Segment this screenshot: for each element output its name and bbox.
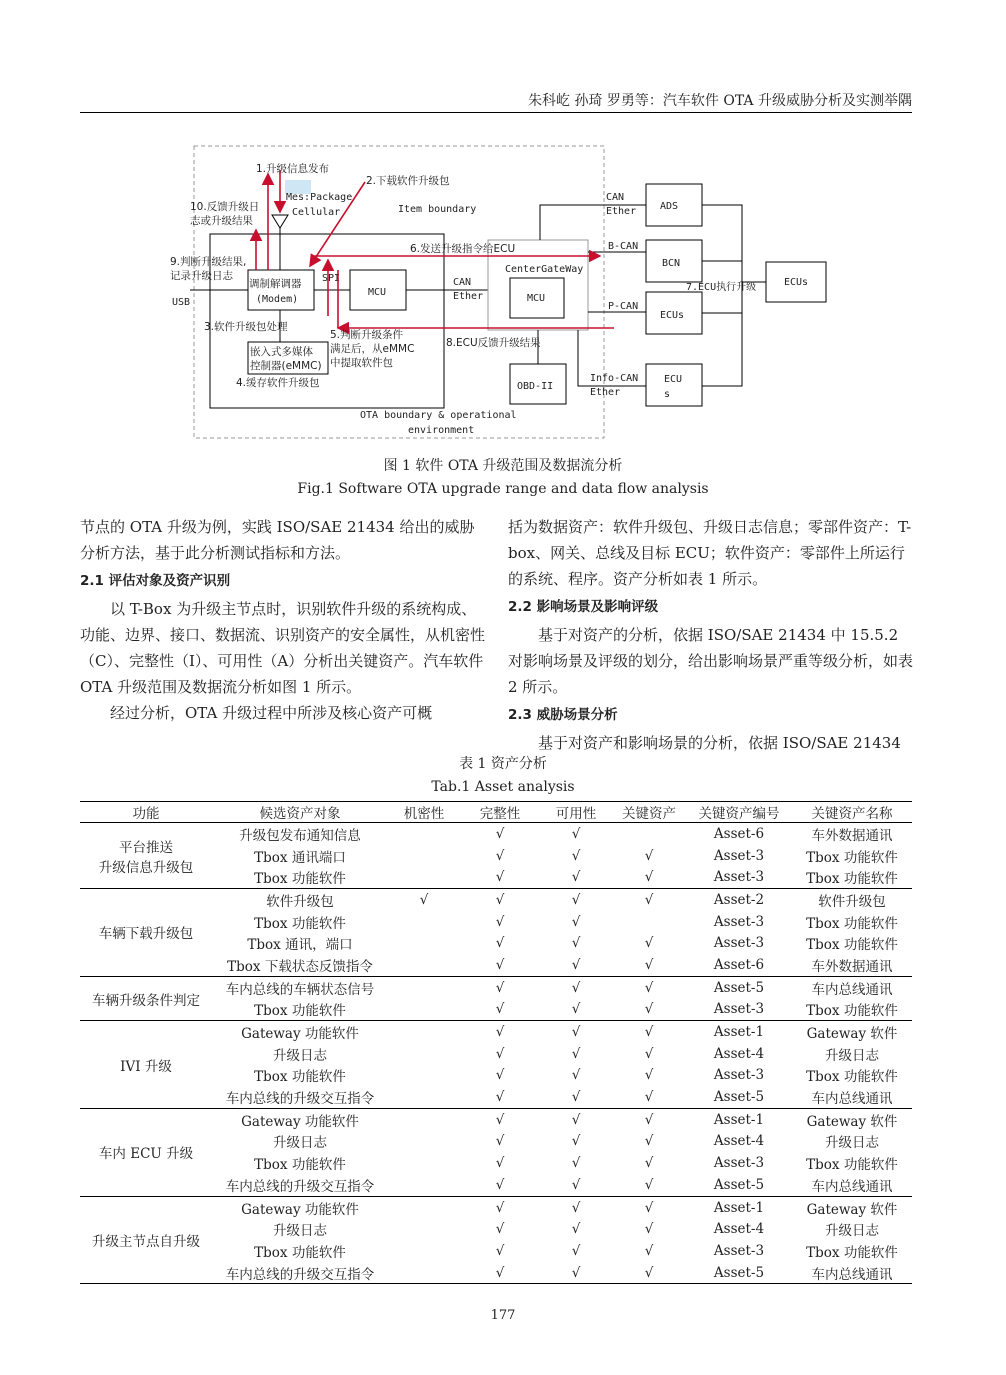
svg-text:environment: environment <box>408 425 475 436</box>
table-cell: √ <box>540 1262 612 1284</box>
table-cell <box>388 845 460 867</box>
svg-text:ECU: ECU <box>664 374 683 385</box>
table-cell: Asset-1 <box>713 1111 765 1128</box>
table-cell: √ <box>644 1242 654 1259</box>
table-cell <box>612 823 686 845</box>
figure-caption-en: Fig.1 Software OTA upgrade range and data flow analysis <box>297 481 709 497</box>
table-cell: √ <box>644 891 654 908</box>
svg-text:OBD-II: OBD-II <box>517 381 554 392</box>
table-cell: Tbox 功能软件 <box>212 866 388 888</box>
column-header: 完整性 <box>460 802 540 823</box>
function-cell: 平台推送 升级信息升级包 <box>80 823 212 889</box>
table-cell <box>388 1152 460 1174</box>
table-cell: Tbox 功能软件 <box>806 1069 898 1086</box>
asset-table <box>80 801 912 1284</box>
table-cell: √ <box>460 1262 540 1284</box>
table-cell: √ <box>571 1045 581 1062</box>
table-cell: 软件升级包 <box>818 893 886 910</box>
table-cell: Asset-4 <box>713 1133 765 1150</box>
column-header: 关键资产编号 <box>686 802 792 823</box>
table-cell: √ <box>495 847 505 864</box>
table-cell: 车内总线的车辆状态信号 <box>225 981 375 998</box>
table-caption-cn: 表 1 资产分析 <box>459 756 547 772</box>
table-cell: Asset-3 <box>713 847 765 864</box>
table-cell: √ <box>612 999 686 1021</box>
running-title: 朱科屹 孙琦 罗勇等：汽车软件 OTA 升级威胁分析及实测举隅 <box>528 93 912 109</box>
table-cell: Asset-5 <box>686 1262 792 1284</box>
function-cell: 车内 ECU 升级 <box>80 1108 212 1196</box>
right-para-3: 基于对资产和影响场景的分析，依据 ISO/SAE 21434 <box>538 734 901 752</box>
svg-text:5.判断升级条件: 5.判断升级条件 <box>330 329 404 341</box>
table-cell: Asset-4 <box>713 1221 765 1238</box>
table-cell: √ <box>460 1174 540 1196</box>
table-cell: √ <box>460 999 540 1021</box>
column-header: 候选资产对象 <box>212 802 388 823</box>
left-para-1: 节点的 OTA 升级为例，实践 ISO/SAE 21434 给出的威胁分析方法，基于此分析测试指标和方法。 <box>80 518 475 562</box>
table-cell: √ <box>571 891 581 908</box>
table-cell: 车内总线的升级交互指令 <box>212 1174 388 1196</box>
table-cell: 软件升级包 <box>266 893 334 910</box>
table-cell: Asset-3 <box>686 866 792 888</box>
column-header: 关键资产 <box>612 802 686 823</box>
table-cell: √ <box>460 1086 540 1108</box>
table-cell: 升级日志 <box>273 1135 327 1152</box>
table-cell: √ <box>495 891 505 908</box>
svg-text:MCU: MCU <box>527 293 546 304</box>
table-cell <box>388 932 460 954</box>
table-cell: 升级包发布通知信息 <box>239 827 361 844</box>
right-para-1: 括为数据资产：软件升级包、升级日志信息；零部件资产：T-box、网关、总线及目标 ECU；软件资产：零部件上所运行的系统、程序。资产分析如表 1 所示。 <box>508 518 912 588</box>
svg-text:Ether: Ether <box>590 387 621 398</box>
antenna-icon <box>272 215 288 278</box>
column-header: 关键资产名称 <box>792 802 912 823</box>
svg-text:USB: USB <box>172 297 191 308</box>
table-cell: Asset-6 <box>713 825 765 842</box>
table-cell: √ <box>540 1174 612 1196</box>
svg-text:1.升级信息发布: 1.升级信息发布 <box>256 163 330 175</box>
table-cell: √ <box>495 1133 505 1150</box>
table-cell: Tbox 功能软件 <box>806 937 898 954</box>
svg-text:BCN: BCN <box>662 258 681 269</box>
table-cell: 升级日志 <box>273 1223 327 1240</box>
table-caption-en: Tab.1 Asset analysis <box>431 779 575 795</box>
table-cell: √ <box>571 847 581 864</box>
table-cell: √ <box>571 979 581 996</box>
table-cell: Tbox 功能软件 <box>254 1157 346 1174</box>
table-cell: √ <box>540 999 612 1021</box>
table-cell: √ <box>495 825 505 842</box>
table-cell: Gateway 功能软件 <box>241 1201 359 1218</box>
table-cell <box>388 1131 460 1153</box>
function-cell: 车辆升级条件判定 <box>80 976 212 1020</box>
svg-text:记录升级日志: 记录升级日志 <box>170 270 233 282</box>
table-cell <box>388 976 460 998</box>
column-header: 可用性 <box>540 802 612 823</box>
table-cell: 车外数据通讯 <box>811 827 893 844</box>
table-cell: Tbox 功能软件 <box>806 1244 898 1261</box>
svg-text:9.判断升级结果,: 9.判断升级结果, <box>170 256 247 268</box>
svg-text:P-CAN: P-CAN <box>608 301 639 312</box>
table-cell: Tbox 功能软件 <box>806 1157 898 1174</box>
svg-text:CAN: CAN <box>453 277 472 288</box>
svg-text:(Modem): (Modem) <box>256 294 299 305</box>
table-cell: √ <box>612 866 686 888</box>
table-cell: 升级日志 <box>273 1047 327 1064</box>
svg-text:MCU: MCU <box>368 287 387 298</box>
table-cell <box>388 1065 460 1087</box>
table-cell: Asset-3 <box>713 1155 765 1172</box>
table-cell: 车外数据通讯 <box>792 954 912 976</box>
table-cell: √ <box>495 1045 505 1062</box>
table-cell: √ <box>571 1133 581 1150</box>
table-cell: √ <box>644 1133 654 1150</box>
table-cell <box>612 911 686 933</box>
table-cell <box>388 823 460 845</box>
svg-text:Ether: Ether <box>453 291 484 302</box>
table-cell: √ <box>495 913 505 930</box>
running-header <box>80 90 912 113</box>
table-cell <box>388 1086 460 1108</box>
function-cell: 车辆下载升级包 <box>80 889 212 977</box>
table-cell: √ <box>612 1262 686 1284</box>
table-cell: 车内总线通讯 <box>792 1086 912 1108</box>
table-cell <box>388 1240 460 1262</box>
table-cell: √ <box>571 1155 581 1172</box>
svg-text:CAN: CAN <box>606 192 625 203</box>
svg-text:4.缓存软件升级包: 4.缓存软件升级包 <box>236 377 320 389</box>
table-cell <box>388 999 460 1021</box>
svg-text:中提取软件包: 中提取软件包 <box>330 357 393 369</box>
table-cell: √ <box>495 1111 505 1128</box>
table-cell: √ <box>644 935 654 952</box>
right-column <box>508 514 914 756</box>
table-cell: Tbox 功能软件 <box>792 866 912 888</box>
svg-text:控制器(eMMC): 控制器(eMMC) <box>250 360 322 372</box>
table-row <box>80 1021 912 1043</box>
table-cell: 车内总线通讯 <box>792 1262 912 1284</box>
table-cell: Asset-3 <box>713 1067 765 1084</box>
table-cell: Asset-3 <box>713 1242 765 1259</box>
table-cell: Tbox 功能软件 <box>254 915 346 932</box>
column-header: 机密性 <box>388 802 460 823</box>
figure-caption-cn: 图 1 软件 OTA 升级范围及数据流分析 <box>383 458 623 474</box>
table-cell <box>388 954 460 976</box>
table-cell: Asset-3 <box>686 999 792 1021</box>
table-cell: Asset-2 <box>713 891 765 908</box>
svg-text:Ether: Ether <box>606 206 637 217</box>
section-2-1-heading: 2.1 评估对象及资产识别 <box>80 573 231 589</box>
table-cell: √ <box>644 847 654 864</box>
table-cell: √ <box>540 1086 612 1108</box>
table-cell: Tbox 功能软件 <box>792 999 912 1021</box>
table-cell: 升级日志 <box>825 1047 879 1064</box>
table-cell: √ <box>460 954 540 976</box>
table-cell: √ <box>644 1155 654 1172</box>
svg-text:SPI: SPI <box>322 273 341 284</box>
right-para-2: 基于对资产的分析，依据 ISO/SAE 21434 中 15.5.2 对影响场景及评级的划分，给出影响场景严重等级分析，如表 2 所示。 <box>508 626 914 696</box>
svg-text:Item boundary: Item boundary <box>398 204 477 215</box>
table-cell: Asset-5 <box>713 979 765 996</box>
table-cell <box>388 1021 460 1043</box>
table-row <box>80 823 912 845</box>
svg-text:调制解调器: 调制解调器 <box>249 278 302 290</box>
svg-text:Info-CAN: Info-CAN <box>590 373 639 384</box>
table-cell: √ <box>495 1221 505 1238</box>
table-cell: Tbox 功能软件 <box>212 999 388 1021</box>
function-cell: 升级主节点自升级 <box>80 1196 212 1284</box>
table-cell: √ <box>540 954 612 976</box>
table-cell: Asset-5 <box>686 1086 792 1108</box>
table-cell: Asset-5 <box>686 1174 792 1196</box>
table-cell <box>388 911 460 933</box>
table-cell: 车内总线通讯 <box>792 1174 912 1196</box>
svg-text:CenterGateWay: CenterGateWay <box>505 264 584 275</box>
table-cell: √ <box>495 1155 505 1172</box>
svg-text:ADS: ADS <box>660 201 679 212</box>
table-cell: √ <box>571 1067 581 1084</box>
svg-text:ECUs: ECUs <box>660 310 685 321</box>
section-2-3-heading: 2.3 威胁场景分析 <box>508 707 618 723</box>
table-cell: √ <box>571 1024 581 1041</box>
left-para-3: 经过分析，OTA 升级过程中所涉及核心资产可概 <box>110 704 433 722</box>
table-cell <box>388 1108 460 1130</box>
svg-text:满足后，从eMMC: 满足后，从eMMC <box>330 343 415 355</box>
table-cell: Gateway 功能软件 <box>241 1113 359 1130</box>
table-cell <box>388 1043 460 1065</box>
table-row <box>80 889 912 911</box>
svg-text:8.ECU反馈升级结果: 8.ECU反馈升级结果 <box>446 337 541 349</box>
table-cell: Tbox 功能软件 <box>254 1069 346 1086</box>
table-cell: √ <box>495 979 505 996</box>
table-cell: Asset-3 <box>713 913 765 930</box>
table-row <box>80 976 912 998</box>
table-cell: Tbox 下载状态反馈指令 <box>212 954 388 976</box>
table-cell: 升级日志 <box>825 1223 879 1240</box>
table-cell <box>388 1262 460 1284</box>
table-cell: √ <box>495 1199 505 1216</box>
table-cell: Asset-4 <box>713 1045 765 1062</box>
ota-dataflow-diagram <box>160 140 809 450</box>
table-cell: Asset-1 <box>713 1024 765 1041</box>
table-cell: √ <box>644 1067 654 1084</box>
table-cell: Tbox 功能软件 <box>806 915 898 932</box>
table-cell: √ <box>571 935 581 952</box>
svg-text:10.反馈升级日: 10.反馈升级日 <box>190 201 260 213</box>
table-cell: 车内总线通讯 <box>811 981 893 998</box>
table-header-row <box>80 802 912 823</box>
table-cell: Tbox 功能软件 <box>254 1244 346 1261</box>
table-cell: 车内总线的升级交互指令 <box>212 1086 388 1108</box>
table-cell: √ <box>644 1024 654 1041</box>
table-cell <box>388 1218 460 1240</box>
table-cell: √ <box>495 935 505 952</box>
table-cell: √ <box>644 1221 654 1238</box>
table-cell: Tbox 通讯，端口 <box>247 937 353 954</box>
table-cell <box>388 866 460 888</box>
svg-text:6.发送升级指令给ECU: 6.发送升级指令给ECU <box>410 243 516 255</box>
table-cell: √ <box>571 1221 581 1238</box>
table-cell: √ <box>612 1174 686 1196</box>
table-cell: √ <box>460 866 540 888</box>
table-cell: √ <box>644 979 654 996</box>
table-cell: Asset-6 <box>686 954 792 976</box>
left-column <box>80 514 486 726</box>
table-cell: 升级日志 <box>825 1135 879 1152</box>
svg-text:Mes:Package: Mes:Package <box>286 192 353 203</box>
table-cell: √ <box>571 825 581 842</box>
table-cell: √ <box>644 1199 654 1216</box>
table-cell: √ <box>612 954 686 976</box>
table-cell: Gateway 功能软件 <box>241 1026 359 1043</box>
svg-text:OTA boundary & operational: OTA boundary & operational <box>360 410 517 421</box>
svg-text:ECUs: ECUs <box>784 277 809 288</box>
function-cell: IVI 升级 <box>80 1021 212 1109</box>
table-cell: √ <box>495 1242 505 1259</box>
table-row <box>80 1108 912 1130</box>
svg-text:s: s <box>664 389 671 400</box>
table-cell: √ <box>571 1242 581 1259</box>
table-cell: √ <box>540 866 612 888</box>
section-2-2-heading: 2.2 影响场景及影响评级 <box>508 599 659 615</box>
ecu-info-box <box>646 364 702 406</box>
svg-text:志或升级结果: 志或升级结果 <box>190 215 253 227</box>
table-cell: Gateway 软件 <box>806 1201 898 1218</box>
table-cell: √ <box>571 913 581 930</box>
table-cell: √ <box>644 1111 654 1128</box>
table-cell: √ <box>419 891 429 908</box>
svg-text:3.软件升级包处理: 3.软件升级包处理 <box>204 321 288 333</box>
svg-text:2.下载软件升级包: 2.下载软件升级包 <box>366 175 450 187</box>
column-header: 功能 <box>80 802 212 823</box>
svg-text:7.ECU执行升级: 7.ECU执行升级 <box>686 282 757 293</box>
table-cell: √ <box>495 1067 505 1084</box>
table-cell: √ <box>571 1199 581 1216</box>
table-cell: √ <box>612 1086 686 1108</box>
svg-text:Cellular: Cellular <box>292 207 341 218</box>
svg-text:B-CAN: B-CAN <box>608 241 639 252</box>
table-cell: Tbox 功能软件 <box>806 849 898 866</box>
table-cell: √ <box>644 1045 654 1062</box>
svg-text:嵌入式多媒体: 嵌入式多媒体 <box>250 346 313 358</box>
table-cell: Asset-1 <box>713 1199 765 1216</box>
table-cell: Gateway 软件 <box>806 1113 898 1130</box>
left-para-2: 以 T-Box 为升级主节点时，识别软件升级的系统构成、功能、边界、接口、数据流、识别资产的安全属性，从机密性（C）、完整性（I）、可用性（A）分析出关键资产。汽车软件 OTA 升级范围及数据流分析如图 1 所示。 <box>80 600 486 696</box>
table-row <box>80 1196 912 1218</box>
table-cell: Asset-3 <box>713 935 765 952</box>
table-cell: Gateway 软件 <box>806 1026 898 1043</box>
page-number: 177 <box>490 1308 516 1323</box>
table-cell: Tbox 通讯端口 <box>254 849 346 866</box>
table-cell: 车内总线的升级交互指令 <box>212 1262 388 1284</box>
table-cell <box>388 1174 460 1196</box>
table-cell: √ <box>571 1111 581 1128</box>
table-cell <box>388 1196 460 1218</box>
table-cell: √ <box>495 1024 505 1041</box>
